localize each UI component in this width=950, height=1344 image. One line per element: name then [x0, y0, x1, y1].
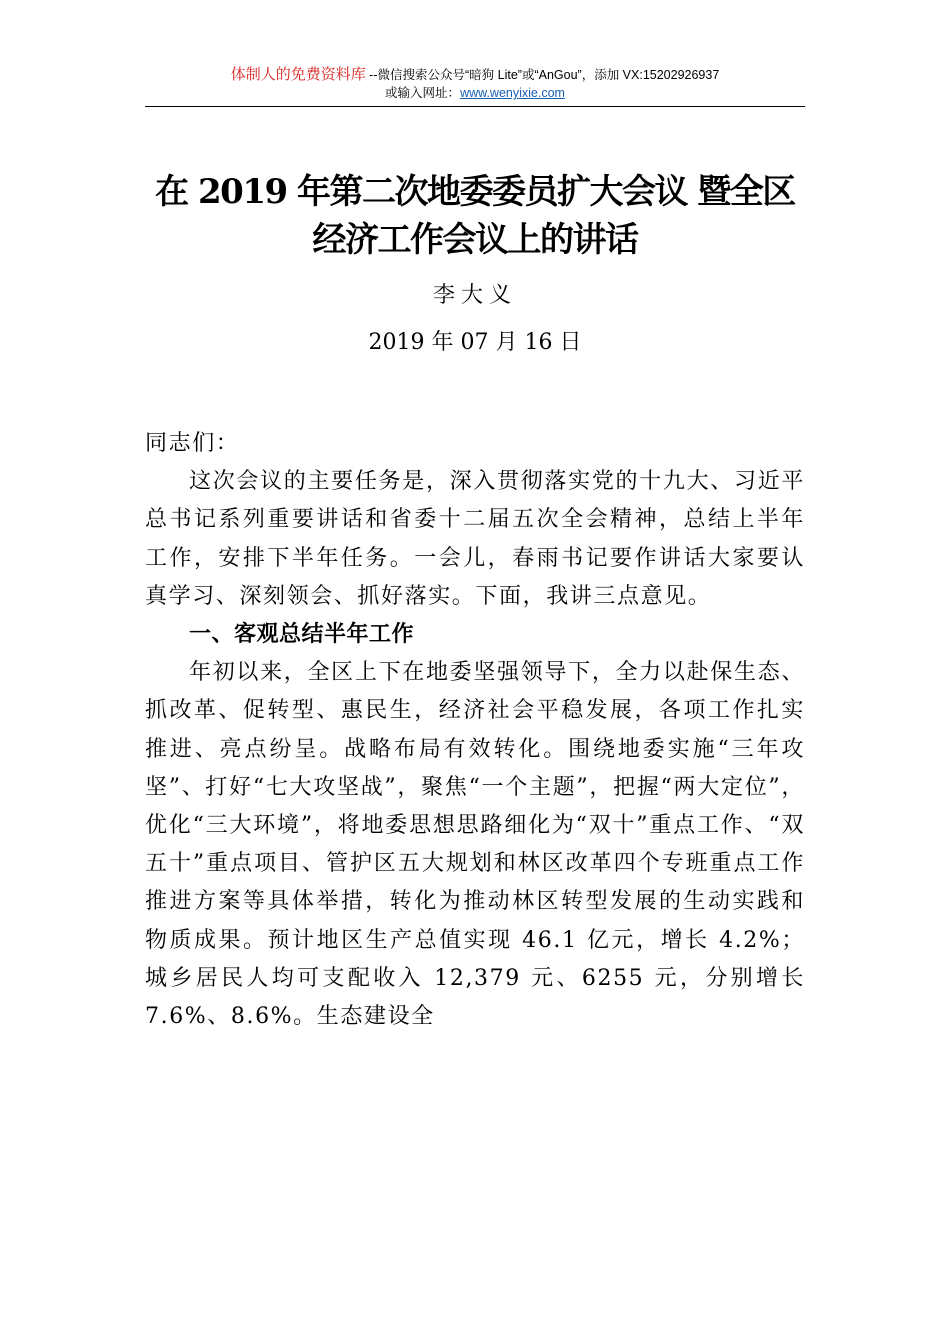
salutation: 同志们：: [145, 431, 240, 456]
header-note: --微信搜索公众号“暗狗 Lite”或“AnGou”，添加 VX:15202926937: [365, 68, 720, 82]
header-line-2: [145, 84, 805, 102]
document-author: 李大义: [432, 283, 517, 308]
document-title: [110, 168, 840, 264]
document-body: [145, 425, 805, 1036]
title-line-2: 经济工作会议上的讲话: [312, 220, 638, 260]
header-url-prefix: 或输入网址：: [385, 86, 461, 100]
section-heading-1: 一、客观总结半年工作: [189, 622, 415, 648]
title-line-1: 在 2019 年第二次地委委员扩大会议 暨全区: [155, 172, 795, 212]
header-brand: 体制人的免费资料库: [230, 66, 366, 83]
document-date: 2019 年 07 月 16 日: [368, 330, 582, 355]
header-line-1: [145, 66, 805, 84]
page-header: [145, 66, 805, 102]
header-divider: [145, 106, 805, 107]
header-url-link[interactable]: www.wenyixie.com: [460, 86, 565, 100]
paragraph-summary: 年初以来，全区上下在地委坚强领导下，全力以赴保生态、抓改革、促转型、惠民生，经济社会平稳发展，各项工作扎实推进、亮点纷呈。战略布局有效转化。围绕地委实施“三年攻坚”、打好“七大攻坚战”，聚焦“一个主题”，把握“两大定位”，优化“三大环境”，将地委思想思路细化为“双十”重点工作、“双五十”重点项目、管护区五大规划和林区改革四个专班重点工作推进方案等具体举措，转化为推动林区转型发展的生动实践和物质成果。预计地区生产总值实现 46.1 亿元，增长 4.2%；城乡居民人均可支配收入 12,379 元、6255 元，分别增长 7.6%、8.6%。生态建设全: [145, 660, 805, 1030]
paragraph-intro: 这次会议的主要任务是，深入贯彻落实党的十九大、习近平总书记系列重要讲话和省委十二届五次全会精神，总结上半年工作，安排下半年任务。一会儿，春雨书记要作讲话大家要认真学习、深刻领会、抓好落实。下面，我讲三点意见。: [145, 469, 805, 609]
